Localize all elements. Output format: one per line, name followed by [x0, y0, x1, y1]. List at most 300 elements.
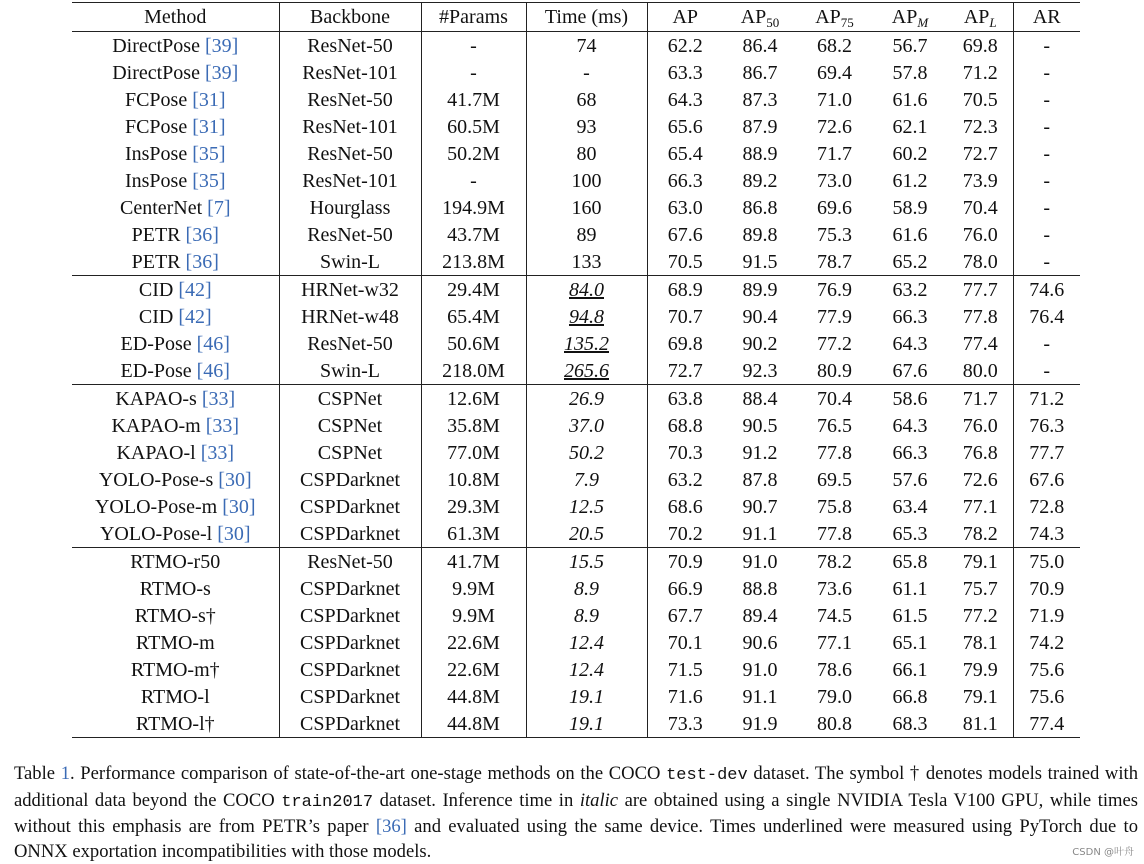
cell-method [72, 602, 279, 629]
cell-time: 93 [526, 113, 647, 140]
cell-ar: 75.6 [1029, 658, 1065, 681]
cell-ap50: 91.1 [742, 522, 778, 545]
cell-time: 12.4 [526, 629, 647, 656]
cell-params: 218.0M [421, 357, 526, 385]
cell-apl: 73.9 [948, 167, 1013, 194]
cell-ap50: 88.4 [723, 385, 797, 413]
cell-backbone: ResNet-50 [279, 86, 421, 113]
cell-apl: 77.7 [948, 276, 1013, 304]
table-row [72, 466, 1080, 493]
header-method: Method [72, 3, 279, 32]
table-row [72, 520, 1080, 548]
watermark: CSDN @叶舟 [1072, 847, 1134, 858]
cell-ar: 75.6 [1029, 685, 1065, 708]
cell-time: 94.8 [526, 303, 647, 330]
cell-method [72, 167, 279, 194]
cell-ap75: 70.4 [797, 385, 872, 413]
cell-backbone: Swin-L [279, 248, 421, 276]
cell-time: 19.1 [526, 710, 647, 738]
table-row [72, 683, 1080, 710]
method-citation-link[interactable]: [35] [192, 142, 226, 165]
cell-params: 29.4M [421, 276, 526, 304]
cell-ap75: 69.4 [817, 61, 852, 84]
cell-backbone: Hourglass [279, 194, 421, 221]
cell-time: 133 [526, 248, 647, 276]
caption-code-test-dev: test-dev [666, 766, 748, 785]
cell-method [72, 59, 279, 86]
cell-backbone: ResNet-50 [279, 221, 421, 248]
cell-time: 100 [526, 167, 647, 194]
cell-ap75: 75.8 [817, 495, 852, 518]
method-name: RTMO-l† [135, 712, 215, 735]
cell-apm: 61.5 [892, 604, 928, 627]
method-citation-link[interactable]: [36] [185, 223, 219, 246]
cell-params: 50.6M [421, 330, 526, 357]
cell-apm: 66.3 [892, 305, 928, 328]
cell-ap50: 89.8 [742, 223, 778, 246]
cell-ap50: 87.8 [742, 468, 778, 491]
cell-apl: 76.8 [948, 439, 1013, 466]
cell-method [72, 710, 279, 738]
method-citation-link[interactable]: [31] [192, 88, 226, 111]
cell-method [72, 493, 279, 520]
cell-method [72, 194, 279, 221]
cell-ap75: 75.3 [817, 223, 852, 246]
cell-backbone: CSPNet [279, 439, 421, 466]
cell-apm: 56.7 [892, 34, 928, 57]
cell-backbone: ResNet-50 [279, 330, 421, 357]
method-citation-link[interactable]: [35] [192, 169, 226, 192]
method-citation-link[interactable]: [36] [185, 250, 219, 273]
table-group [72, 276, 1080, 385]
method-name: KAPAO-m [111, 414, 201, 437]
cell-method [72, 86, 279, 113]
cell-apm: 61.6 [892, 223, 928, 246]
cell-ap75: 78.6 [817, 658, 852, 681]
table-group [72, 32, 1080, 276]
method-citation-link[interactable]: [39] [204, 34, 239, 57]
method-citation-link[interactable]: [46] [196, 332, 230, 355]
method-citation-link[interactable]: [33] [205, 414, 240, 437]
cell-time: 20.5 [526, 520, 647, 548]
cell-apl: 77.8 [948, 303, 1013, 330]
cell-apl: 70.5 [948, 86, 1013, 113]
caption-label: Table [14, 763, 61, 784]
method-citation-link[interactable]: [7] [207, 196, 231, 219]
cell-time: 8.9 [526, 602, 647, 629]
caption-code-train2017: train2017 [281, 792, 374, 812]
cell-params: 44.8M [421, 683, 526, 710]
header-ap75: $AP_{75}$ [815, 6, 854, 30]
cell-apm: 65.8 [872, 548, 948, 576]
cell-params: 194.9M [421, 194, 526, 221]
cell-ap: 63.8 [647, 385, 723, 413]
cell-ap: 64.3 [667, 88, 703, 111]
method-citation-link[interactable]: [46] [196, 359, 230, 382]
cell-params: 41.7M [421, 86, 526, 113]
header-ar: AR [1032, 6, 1061, 28]
cell-backbone: CSPDarknet [279, 629, 421, 656]
method-name: FCPose [124, 115, 188, 138]
caption-citation-link[interactable]: [36] [375, 816, 407, 837]
cell-ap75: 77.1 [817, 631, 852, 654]
cell-ar: 67.6 [1029, 468, 1065, 491]
cell-apl: 77.4 [948, 330, 1013, 357]
cell-ar: 74.6 [1013, 276, 1080, 304]
cell-ap: 66.3 [667, 169, 703, 192]
cell-backbone: HRNet-w48 [279, 303, 421, 330]
table-group [72, 548, 1080, 738]
cell-ap75: 77.9 [817, 305, 852, 328]
cell-ap50: 91.0 [742, 658, 778, 681]
cell-ap: 70.9 [647, 548, 723, 576]
cell-apm: 68.3 [872, 710, 948, 738]
cell-apm: 58.6 [872, 385, 948, 413]
cell-ar: 74.3 [1029, 522, 1065, 545]
cell-apl: 70.4 [948, 194, 1013, 221]
cell-method [72, 412, 279, 439]
method-name: ED-Pose [120, 332, 192, 355]
cell-ar: - [1043, 88, 1051, 111]
header-apm: $AP_M$ [891, 6, 929, 30]
cell-apl: 69.8 [948, 32, 1013, 60]
cell-ap75: 68.2 [817, 34, 852, 57]
cell-ar: 76.4 [1029, 305, 1065, 328]
method-name: RTMO-l [140, 685, 210, 708]
caption-text-2: dataset. The symbol † denotes models trained with additional data beyond the COCO [14, 763, 1138, 811]
cell-apm: 67.6 [892, 359, 928, 382]
cell-backbone: CSPNet [279, 385, 421, 413]
cell-method [72, 330, 279, 357]
method-name: KAPAO-l [116, 441, 196, 464]
cell-backbone: ResNet-101 [279, 113, 421, 140]
cell-ap75: 78.2 [797, 548, 872, 576]
cell-time: 89 [526, 221, 647, 248]
header-apl: $AP_L$ [948, 3, 1013, 32]
cell-apm: 63.2 [872, 276, 948, 304]
cell-ap50: 90.5 [742, 414, 778, 437]
cell-ar: 71.2 [1013, 385, 1080, 413]
cell-apm: 65.2 [892, 250, 928, 273]
cell-backbone: CSPDarknet [279, 683, 421, 710]
table-row [72, 439, 1080, 466]
cell-ap75: 72.6 [817, 115, 852, 138]
cell-apl: 71.7 [948, 385, 1013, 413]
method-citation-link[interactable]: [30] [217, 522, 251, 545]
cell-ap75: 76.5 [817, 414, 852, 437]
caption-table-number[interactable]: 1 [60, 763, 70, 784]
cell-method [72, 303, 279, 330]
cell-method [72, 466, 279, 493]
cell-ap50: 88.8 [742, 577, 778, 600]
cell-ar: 75.0 [1013, 548, 1080, 576]
table-row [72, 710, 1080, 738]
cell-ap50: 91.2 [742, 441, 778, 464]
cell-ap75: 69.6 [817, 196, 852, 219]
table-row [72, 59, 1080, 86]
method-name: RTMO-s [139, 577, 211, 600]
cell-ap: 72.7 [667, 359, 703, 382]
method-citation-link[interactable]: [33] [201, 387, 236, 410]
cell-apm: 66.3 [892, 441, 928, 464]
cell-params: 9.9M [421, 602, 526, 629]
table-row [72, 357, 1080, 385]
cell-ap: 63.3 [667, 61, 703, 84]
cell-ap75: 73.0 [817, 169, 852, 192]
cell-ap75: 78.7 [817, 250, 852, 273]
header-params: #Params [421, 3, 526, 32]
cell-method [72, 248, 279, 276]
method-name: CID [138, 305, 174, 328]
cell-apm: 66.1 [892, 658, 928, 681]
cell-time: 265.6 [526, 357, 647, 385]
cell-apl: 79.9 [948, 656, 1013, 683]
cell-backbone: ResNet-101 [279, 167, 421, 194]
method-name: YOLO-Pose-l [99, 522, 213, 545]
cell-ar: - [1043, 169, 1051, 192]
cell-ap50: 86.4 [742, 34, 778, 57]
cell-params: 44.8M [421, 710, 526, 738]
table-row [72, 248, 1080, 276]
cell-ap75: 77.2 [817, 332, 852, 355]
method-name: YOLO-Pose-s [98, 468, 214, 491]
table-row [72, 548, 1080, 576]
cell-ap75: 76.9 [797, 276, 872, 304]
cell-ap: 67.7 [667, 604, 703, 627]
cell-ap50: 91.9 [723, 710, 797, 738]
cell-time: 12.5 [526, 493, 647, 520]
cell-apm: 61.6 [892, 88, 928, 111]
cell-ap: 65.4 [667, 142, 703, 165]
method-citation-link[interactable]: [31] [192, 115, 226, 138]
method-name: PETR [131, 223, 181, 246]
cell-ar: - [1043, 359, 1051, 382]
table-row [72, 656, 1080, 683]
cell-apm: 57.8 [892, 61, 928, 84]
cell-ar: - [1043, 34, 1051, 57]
cell-apm: 58.9 [892, 196, 928, 219]
cell-method [72, 140, 279, 167]
cell-time: 19.1 [526, 683, 647, 710]
table-row [72, 140, 1080, 167]
cell-ap50: 92.3 [742, 359, 778, 382]
cell-ap50: 90.6 [742, 631, 778, 654]
cell-ap75: 73.6 [817, 577, 852, 600]
cell-params: 43.7M [421, 221, 526, 248]
cell-ap50: 90.4 [742, 305, 778, 328]
cell-ar: - [1043, 142, 1051, 165]
cell-ap: 70.1 [667, 631, 703, 654]
cell-backbone: ResNet-101 [279, 59, 421, 86]
cell-ap: 63.0 [667, 196, 703, 219]
table-row [72, 575, 1080, 602]
cell-ap: 66.9 [667, 577, 703, 600]
cell-backbone: ResNet-50 [279, 32, 421, 60]
cell-params: - [421, 32, 526, 60]
table-row [72, 629, 1080, 656]
cell-ap: 65.6 [667, 115, 703, 138]
cell-params: 35.8M [421, 412, 526, 439]
cell-apl: 78.1 [948, 629, 1013, 656]
cell-params: 22.6M [421, 629, 526, 656]
cell-time: 8.9 [526, 575, 647, 602]
cell-ar: - [1043, 250, 1051, 273]
cell-backbone: CSPDarknet [279, 575, 421, 602]
cell-ap: 68.9 [647, 276, 723, 304]
method-citation-link[interactable]: [33] [200, 441, 235, 464]
cell-method [72, 629, 279, 656]
method-name: YOLO-Pose-m [94, 495, 218, 518]
cell-apm: 63.4 [892, 495, 928, 518]
cell-ar: - [1043, 196, 1051, 219]
cell-method [72, 439, 279, 466]
cell-ap75: 79.0 [817, 685, 852, 708]
method-name: ED-Pose [120, 359, 192, 382]
cell-ap50: 89.2 [742, 169, 778, 192]
cell-ap50: 87.9 [742, 115, 778, 138]
cell-params: - [421, 167, 526, 194]
method-name: CenterNet [119, 196, 203, 219]
cell-time: 160 [526, 194, 647, 221]
cell-params: 60.5M [421, 113, 526, 140]
caption-text-4: are obtained using a single NVIDIA Tesla V100 GPU, while times without this emphasis are from PETR’s paper [14, 789, 1138, 837]
cell-ap: 67.6 [667, 223, 703, 246]
cell-method [72, 385, 279, 413]
method-name: PETR [131, 250, 181, 273]
cell-ar: 70.9 [1029, 577, 1065, 600]
cell-apl: 75.7 [948, 575, 1013, 602]
table-caption [14, 762, 1138, 864]
cell-backbone: CSPDarknet [279, 520, 421, 548]
method-citation-link[interactable]: [30] [218, 468, 252, 491]
cell-ap: 73.3 [647, 710, 723, 738]
cell-apl: 81.1 [948, 710, 1013, 738]
table-row [72, 194, 1080, 221]
table-header [72, 3, 1080, 32]
method-citation-link[interactable]: [30] [222, 495, 256, 518]
cell-ap: 70.2 [667, 522, 703, 545]
method-name: RTMO-s† [134, 604, 216, 627]
method-name: RTMO-m [135, 631, 215, 654]
cell-ap75: 69.5 [817, 468, 852, 491]
cell-ar: 71.9 [1029, 604, 1065, 627]
cell-ap75: 71.0 [817, 88, 852, 111]
cell-apm: 61.1 [892, 577, 928, 600]
cell-ap75: 77.8 [817, 441, 852, 464]
cell-ap50: 89.9 [723, 276, 797, 304]
caption-text-3: dataset. Inference time in [373, 789, 580, 811]
cell-ap: 70.5 [667, 250, 703, 273]
method-name: RTMO-m† [130, 658, 220, 681]
cell-method [72, 32, 279, 60]
cell-backbone: CSPDarknet [279, 466, 421, 493]
cell-params: 65.4M [421, 303, 526, 330]
method-citation-link[interactable]: [39] [204, 61, 239, 84]
cell-params: 22.6M [421, 656, 526, 683]
table-row [72, 493, 1080, 520]
cell-params: 77.0M [421, 439, 526, 466]
cell-backbone: Swin-L [279, 357, 421, 385]
cell-backbone: ResNet-50 [279, 140, 421, 167]
cell-apl: 76.0 [948, 412, 1013, 439]
caption-italic-word: italic [579, 789, 619, 811]
cell-apl: 78.0 [948, 248, 1013, 276]
cell-apl: 80.0 [948, 357, 1013, 385]
cell-ap: 69.8 [667, 332, 703, 355]
cell-backbone: CSPDarknet [279, 493, 421, 520]
cell-apl: 76.0 [948, 221, 1013, 248]
cell-time: 37.0 [526, 412, 647, 439]
table-row [72, 602, 1080, 629]
header-backbone: Backbone [279, 3, 421, 32]
cell-ar: 74.2 [1029, 631, 1065, 654]
cell-time: 135.2 [526, 330, 647, 357]
cell-time: 84.0 [526, 276, 647, 304]
cell-params: 9.9M [421, 575, 526, 602]
cell-method [72, 113, 279, 140]
method-name: RTMO-r50 [130, 550, 221, 573]
header-ap50: $AP_{50}$ [740, 6, 780, 30]
method-name: DirectPose [112, 34, 200, 57]
cell-ap: 62.2 [667, 34, 703, 57]
cell-time: 7.9 [526, 466, 647, 493]
cell-apm: 60.2 [892, 142, 928, 165]
cell-ap50: 90.2 [742, 332, 778, 355]
cell-backbone: HRNet-w32 [279, 276, 421, 304]
cell-method [72, 575, 279, 602]
cell-time: 26.9 [526, 385, 647, 413]
cell-ar: - [1043, 223, 1051, 246]
cell-params: - [421, 59, 526, 86]
cell-backbone: CSPDarknet [279, 602, 421, 629]
method-citation-link[interactable]: [42] [178, 305, 212, 328]
cell-apl: 77.2 [948, 602, 1013, 629]
cell-ar: - [1043, 61, 1051, 84]
method-name: KAPAO-s [115, 387, 197, 410]
results-table-wrapper [72, 2, 1080, 738]
cell-apm: 65.3 [892, 522, 928, 545]
cell-apm: 66.8 [892, 685, 928, 708]
cell-apl: 72.7 [948, 140, 1013, 167]
cell-ap75: 80.9 [817, 359, 852, 382]
cell-apm: 62.1 [892, 115, 928, 138]
caption-text-5: and evaluated using the same device. Times underlined were measured using PyTorch due to ONNX exportation incompatibilities with those models. [14, 816, 1138, 862]
header-time: Time (ms) [526, 3, 647, 32]
cell-ar: - [1043, 115, 1051, 138]
cell-ap: 70.3 [667, 441, 703, 464]
cell-backbone: CSPNet [279, 412, 421, 439]
table-group [72, 385, 1080, 548]
cell-ap50: 91.1 [742, 685, 778, 708]
cell-ap75: 80.8 [797, 710, 872, 738]
cell-ap: 68.6 [667, 495, 703, 518]
cell-ap75: 71.7 [817, 142, 852, 165]
cell-backbone: CSPDarknet [279, 656, 421, 683]
cell-ap50: 86.7 [742, 61, 778, 84]
cell-time: 15.5 [526, 548, 647, 576]
table-row [72, 86, 1080, 113]
cell-time: - [526, 59, 647, 86]
table-row [72, 221, 1080, 248]
method-citation-link[interactable]: [42] [178, 278, 212, 301]
cell-apl: 79.1 [948, 683, 1013, 710]
table-row [72, 113, 1080, 140]
table-row [72, 276, 1080, 304]
cell-apl: 72.6 [948, 466, 1013, 493]
cell-ar: 77.7 [1029, 441, 1065, 464]
cell-apm: 64.3 [892, 332, 928, 355]
method-name: FCPose [124, 88, 188, 111]
